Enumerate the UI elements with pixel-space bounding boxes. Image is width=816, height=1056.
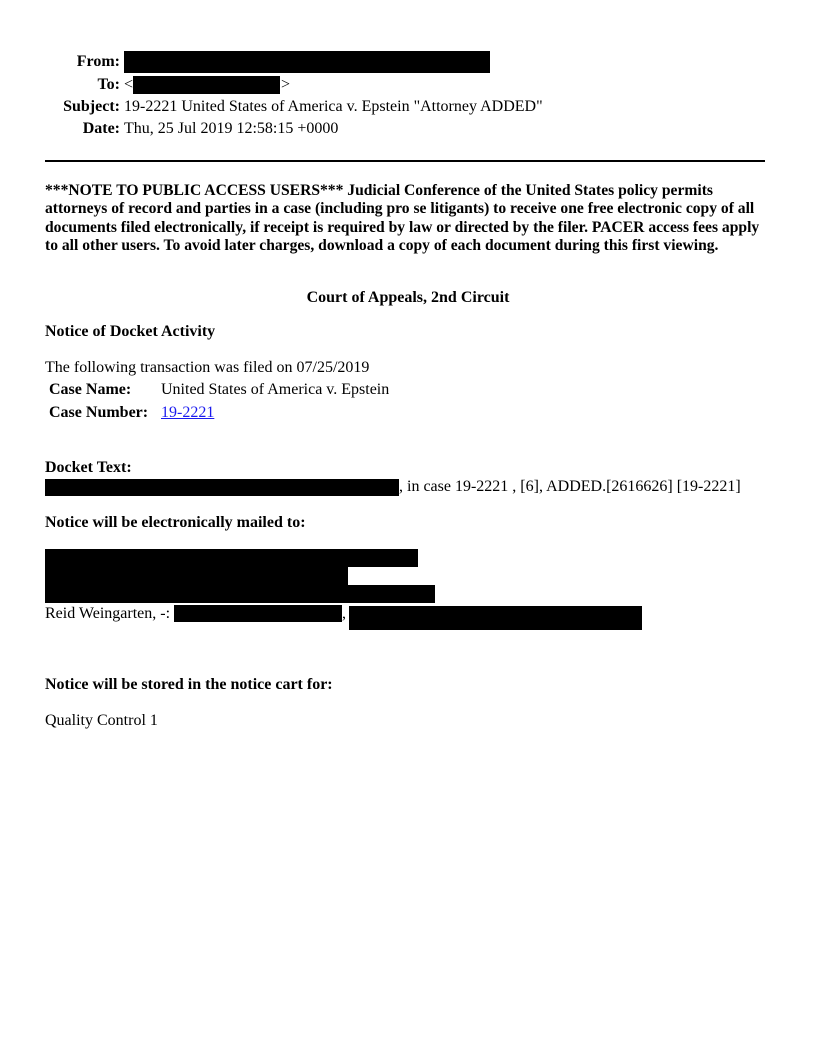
case-name-label: Case Name: [49, 381, 132, 398]
docket-text-tail: , in case 19-2221 , [6], ADDED.[2616626] [19-2221] [399, 478, 741, 495]
case-number-label: Case Number: [49, 404, 149, 421]
recipient-reid-name: Reid Weingarten, -: [45, 605, 171, 622]
recipient-reid [45, 604, 170, 624]
docket-activity-heading: Notice of Docket Activity [45, 323, 216, 340]
redacted-from [124, 51, 490, 73]
docket-text-label: Docket Text: [45, 459, 132, 476]
redacted-recipient-3 [45, 585, 435, 603]
mailed-heading: Notice will be electronically mailed to: [45, 514, 306, 531]
header-divider [45, 160, 765, 162]
case-name-value: United States of America v. Epstein [161, 381, 390, 398]
redacted-reid-email-2 [349, 606, 642, 630]
redacted-recipient-2 [45, 567, 348, 585]
redacted-recipient-1 [45, 549, 418, 567]
transaction-line: The following transaction was filed on 07/25/2019 [45, 359, 370, 376]
date-label: Date: [82, 120, 120, 137]
docket-text-line [45, 478, 805, 498]
public-access-notice: ***NOTE TO PUBLIC ACCESS USERS*** Judicial Conference of the United States policy permits attorneys of record and parties in a case (including pro se litigants) to receive one free electronic copy of all documents filed electronically, if receipt is required by law or directed by the filer. PACER access fees apply to all other users. To avoid later charges, download a copy of each document during this first viewing. [45, 182, 760, 255]
to-close-bracket: > [281, 76, 291, 93]
redacted-reid-email-1 [174, 605, 342, 622]
redacted-docket-text [45, 479, 399, 496]
redacted-to [133, 76, 280, 94]
to-label: To: [97, 76, 120, 93]
cart-value: Quality Control 1 [45, 712, 158, 729]
from-label: From: [76, 53, 120, 70]
subject-label: Subject: [63, 98, 120, 115]
subject-value: 19-2221 United States of America v. Epstein "Attorney ADDED" [124, 98, 543, 115]
court-title: Court of Appeals, 2nd Circuit [306, 289, 510, 306]
recipient-comma: , [342, 605, 346, 622]
date-value: Thu, 25 Jul 2019 12:58:15 +0000 [124, 120, 339, 137]
cart-heading: Notice will be stored in the notice cart for: [45, 676, 333, 693]
to-open-bracket: < [124, 76, 134, 93]
case-number-link[interactable]: 19-2221 [161, 404, 215, 421]
